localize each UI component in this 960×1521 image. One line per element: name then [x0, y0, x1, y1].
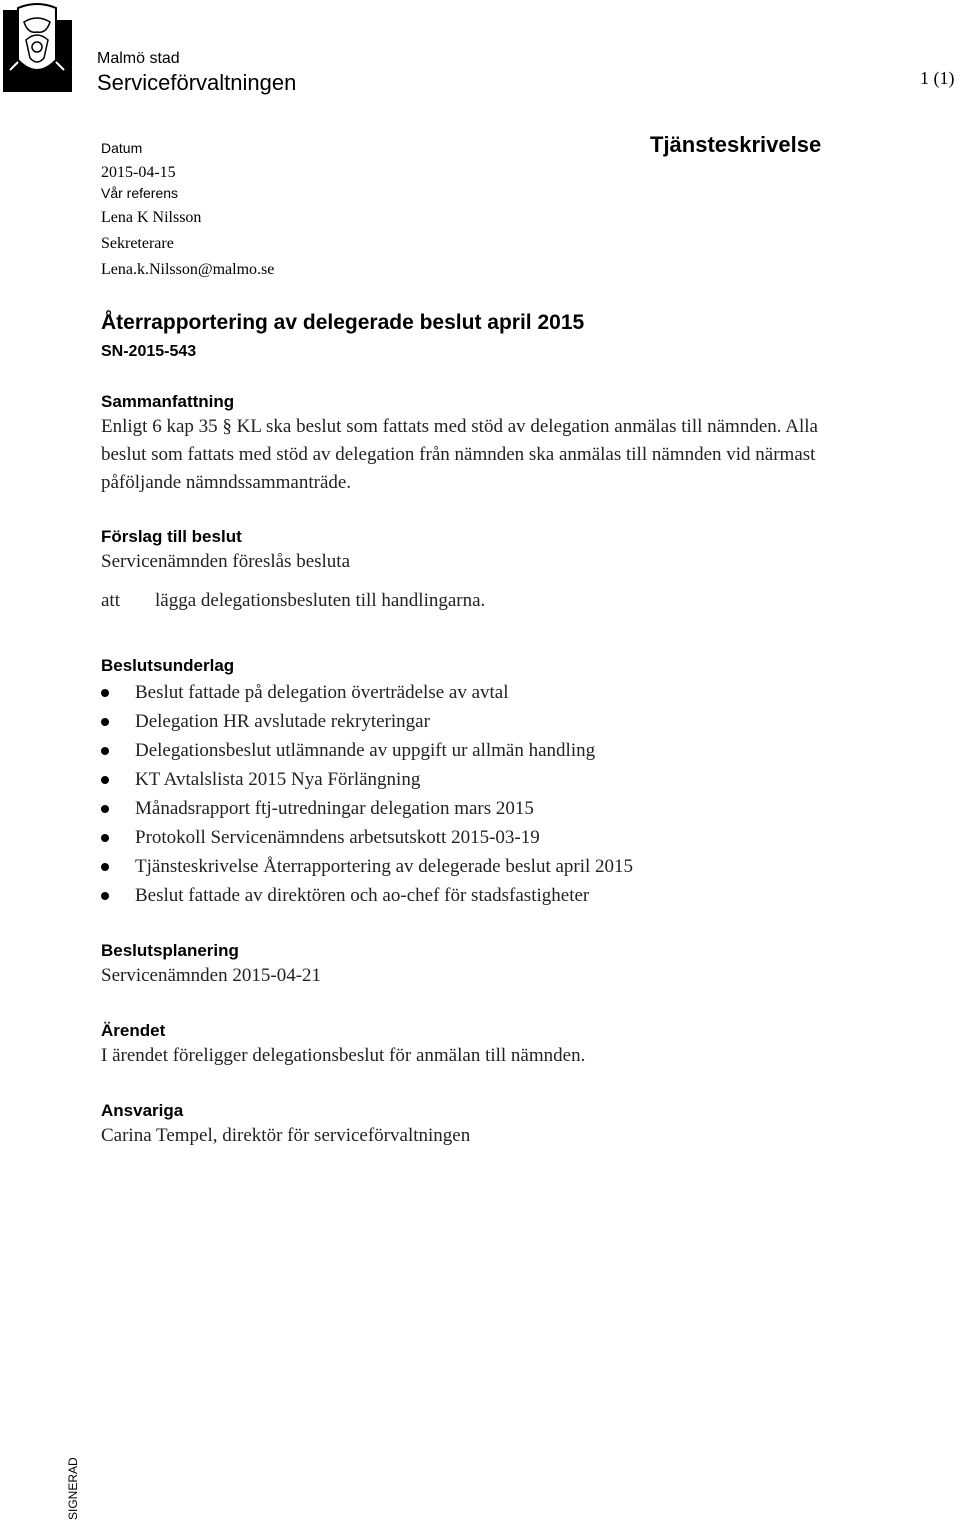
- list-item: [101, 765, 951, 794]
- proposal-heading: Förslag till beslut: [101, 527, 242, 546]
- proposal-att: att: [101, 590, 120, 611]
- list-item: [101, 852, 951, 881]
- proposal-decision: lägga delegationsbesluten till handlingarna.: [155, 590, 486, 611]
- reference-name: Lena K Nilsson: [101, 209, 202, 226]
- basis-list: [101, 678, 951, 910]
- list-item: [101, 823, 951, 852]
- bullet-icon: [101, 718, 109, 726]
- list-item: [101, 707, 951, 736]
- document-type: Tjänsteskrivelse: [650, 132, 822, 157]
- malmo-coat-of-arms-logo: [0, 0, 75, 95]
- planning-heading: Beslutsplanering: [101, 941, 239, 960]
- document-title: Återrapportering av delegerade beslut april 2015: [101, 311, 585, 334]
- matter-heading: Ärendet: [101, 1021, 166, 1040]
- bullet-icon: [101, 892, 109, 900]
- reference-title: Sekreterare: [101, 235, 174, 252]
- proposal-intro: Servicenämnden föreslås besluta: [101, 551, 351, 572]
- responsible-text: Carina Tempel, direktör för serviceförvaltningen: [101, 1125, 471, 1146]
- list-item: [101, 881, 951, 910]
- list-item-text: Protokoll Servicenämndens arbetsutskott 2015-03-19: [135, 827, 540, 848]
- list-item: [101, 678, 951, 707]
- list-item-text: Delegationsbeslut utlämnande av uppgift ur allmän handling: [135, 740, 596, 761]
- date-value: 2015-04-15: [101, 164, 176, 181]
- summary-text: [101, 413, 951, 497]
- summary-line: beslut som fattats med stöd av delegation från nämnden ska anmälas till nämnden vid närmast: [101, 444, 816, 465]
- matter-text: I ärendet föreligger delegationsbeslut för anmälan till nämnden.: [101, 1045, 586, 1066]
- list-item-text: Beslut fattade av direktören och ao-chef för stadsfastigheter: [135, 885, 590, 906]
- basis-heading: Beslutsunderlag: [101, 656, 235, 675]
- list-item-text: KT Avtalslista 2015 Nya Förlängning: [135, 769, 421, 790]
- bullet-icon: [101, 805, 109, 813]
- list-item: [101, 736, 951, 765]
- bullet-icon: [101, 689, 109, 697]
- organisation-name: Serviceförvaltningen: [97, 70, 297, 95]
- responsible-heading: Ansvariga: [101, 1101, 184, 1120]
- bullet-icon: [101, 863, 109, 871]
- planning-text: Servicenämnden 2015-04-21: [101, 965, 322, 986]
- signed-stamp: SIGNERAD: [66, 1457, 80, 1520]
- summary-heading: Sammanfattning: [101, 392, 235, 411]
- list-item-text: Delegation HR avslutade rekryteringar: [135, 711, 430, 732]
- case-number: SN-2015-543: [101, 343, 197, 360]
- summary-line: påföljande nämndssammanträde.: [101, 472, 352, 493]
- bullet-icon: [101, 747, 109, 755]
- city-name: Malmö stad: [97, 50, 180, 67]
- page-number: 1 (1): [920, 68, 955, 88]
- reference-email: Lena.k.Nilsson@malmo.se: [101, 261, 275, 278]
- list-item: [101, 794, 951, 823]
- date-label: Datum: [101, 140, 143, 156]
- bullet-icon: [101, 834, 109, 842]
- list-item-text: Månadsrapport ftj-utredningar delegation mars 2015: [135, 798, 534, 819]
- bullet-icon: [101, 776, 109, 784]
- list-item-text: Tjänsteskrivelse Återrapportering av delegerade beslut april 2015: [135, 856, 634, 877]
- summary-line: Enligt 6 kap 35 § KL ska beslut som fattats med stöd av delegation anmälas till nämnden. Alla: [101, 416, 818, 437]
- list-item-text: Beslut fattade på delegation överträdelse av avtal: [135, 682, 509, 703]
- reference-label: Vår referens: [101, 185, 179, 201]
